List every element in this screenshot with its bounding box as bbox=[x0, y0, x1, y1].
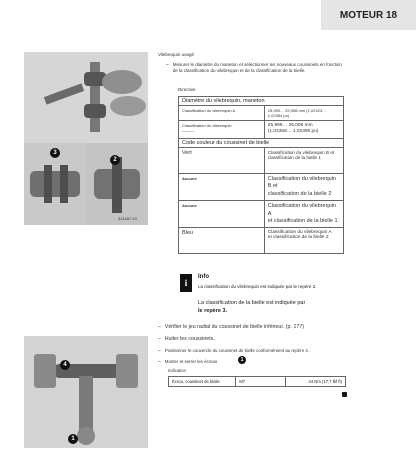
table-cell: Vert bbox=[179, 147, 265, 173]
callout-1-photo-icon: 1 bbox=[68, 434, 78, 444]
directive-label: Directive bbox=[178, 87, 196, 92]
info-line2-bold: le repère 3. bbox=[198, 307, 228, 314]
table-cell: Classification du vilebrequin B et classification de la bielle 1 bbox=[264, 147, 343, 173]
step-text: Monter et serrer les écrous bbox=[164, 359, 218, 364]
figure-reference-code: 311487-10 bbox=[118, 216, 137, 221]
table-cell: Bleu bbox=[179, 228, 265, 254]
callout-4-icon: 4 bbox=[60, 360, 70, 370]
table-cell: Aucune bbox=[179, 201, 265, 228]
table-cell: Classification du vilebrequin A et classification de la bielle 1 bbox=[264, 201, 343, 228]
table-cell: Aucune bbox=[179, 173, 265, 200]
info-title: Info bbox=[198, 274, 209, 280]
step-measure-text: Mesurer le diamètre du maneton et sélectionner les nouveaux coussinets en fonction de la classification du vilebrequin et de la classification de la bielle. bbox=[172, 62, 342, 74]
info-line2-text: La classification de la bielle est indiquée par bbox=[198, 300, 306, 306]
table-cell: 25,999… 26,006 mm (1,02358… 1,02386 po) bbox=[264, 121, 343, 139]
crankshaft-measurement-photo bbox=[24, 52, 148, 144]
step-dash: – bbox=[158, 348, 161, 354]
info-text: La classification du vilebrequin est indiquée par le repère 3. bbox=[198, 284, 317, 289]
step-dash: – bbox=[158, 324, 161, 330]
section-title: Vilebrequin usagé bbox=[158, 52, 194, 57]
section-end-marker bbox=[342, 392, 347, 397]
table-row bbox=[179, 173, 344, 200]
table-cell: 25,990… 25,998 mm (1,02323… 1,02354 po) bbox=[264, 106, 343, 121]
step-dash: – bbox=[166, 62, 169, 68]
step-dash: – bbox=[158, 336, 161, 342]
callout-1-icon: 1 bbox=[238, 356, 246, 364]
table-row bbox=[179, 147, 344, 173]
table-cell: Écrou, coussinet de bielle bbox=[169, 377, 236, 387]
step-measure bbox=[166, 62, 346, 75]
table-cell: M7 bbox=[236, 377, 286, 387]
crankpin-spec-table bbox=[178, 96, 344, 254]
table-row bbox=[179, 201, 344, 228]
indication-label: Indication bbox=[168, 368, 186, 373]
conrod-assembly-photo bbox=[24, 336, 148, 448]
step-tighten-nuts bbox=[158, 359, 217, 366]
step-check-clearance bbox=[158, 324, 304, 331]
table-row bbox=[179, 121, 344, 139]
step-text: Positionner le couvercle du coussinet de bielle conformément au repère 4 . bbox=[164, 348, 311, 353]
step-text: Huiler les coussinets. bbox=[164, 336, 215, 342]
step-oil-bearings bbox=[158, 336, 215, 343]
table-cell: Classification du vilebrequin A bbox=[179, 106, 265, 121]
torque-table bbox=[168, 376, 346, 387]
table-cell: 24 Nm (17,7 lbf ft) bbox=[285, 377, 345, 387]
callout-2-icon: 2 bbox=[110, 155, 120, 165]
step-position-cap bbox=[158, 348, 310, 355]
step-dash: – bbox=[158, 359, 161, 365]
table-cell: Classification du vilebrequin A et classification de la bielle 2 bbox=[264, 228, 343, 254]
chapter-tab: MOTEUR 18 bbox=[321, 0, 416, 30]
callout-3-icon: 3 bbox=[50, 148, 60, 158]
table-row bbox=[179, 228, 344, 254]
table-row bbox=[169, 377, 346, 387]
table-cell: Classification du vilebrequin B et classification de la bielle 2 bbox=[264, 173, 343, 200]
table-row bbox=[179, 106, 344, 121]
bearing-color-header: Code couleur du coussinet de bielle bbox=[179, 138, 344, 147]
step-text: Vérifier le jeu radial du coussinet de bielle inférieur. (p. 177) bbox=[164, 324, 305, 330]
crankpin-diameter-header: Diamètre du vilebrequin, maneton bbox=[179, 97, 344, 106]
info-text-large bbox=[198, 300, 353, 315]
info-icon: i bbox=[180, 274, 192, 292]
table-cell: Classification du vilebrequin ——— bbox=[179, 121, 265, 139]
